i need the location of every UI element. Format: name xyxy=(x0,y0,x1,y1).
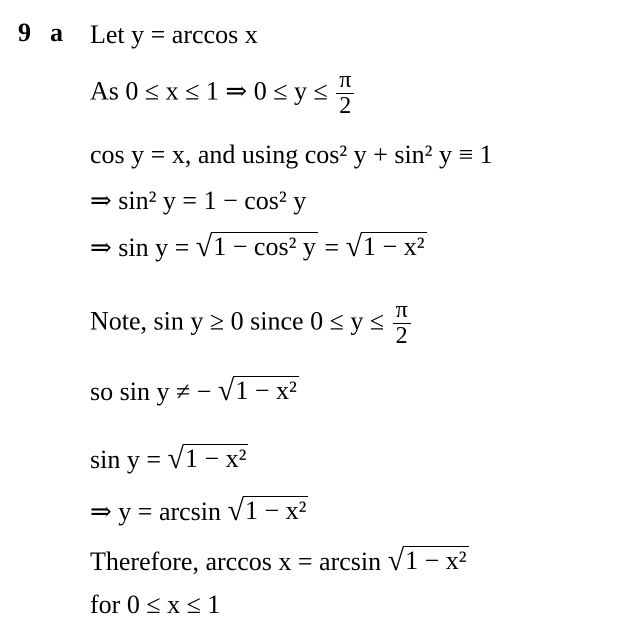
line-5-text: ⇒ sin y = xyxy=(90,233,190,262)
radical-sign: √ xyxy=(227,494,244,527)
radicand: 1 − x² xyxy=(235,376,297,406)
line-6-text: Note, sin y ≥ 0 since 0 ≤ y ≤ xyxy=(90,306,385,336)
radical-sign: √ xyxy=(217,374,235,407)
line-6 xyxy=(90,298,411,349)
line-1: Let y = arccos x xyxy=(90,20,258,49)
line-8 xyxy=(90,444,248,474)
line-4: ⇒ sin² y = 1 − cos² y xyxy=(90,186,307,215)
equals-sign: = xyxy=(324,233,340,262)
radicand: 1 − x² xyxy=(405,546,467,576)
line-2-text: As 0 ≤ x ≤ 1 ⇒ 0 ≤ y ≤ xyxy=(90,76,328,106)
radicand: 1 − x² xyxy=(245,496,307,526)
radical-sign: √ xyxy=(195,230,213,263)
question-part: a xyxy=(50,18,63,47)
sqrt-expression xyxy=(346,232,427,262)
fraction-numerator: π xyxy=(395,297,408,323)
line-11: for 0 ≤ x ≤ 1 xyxy=(90,590,221,619)
fraction-pi-over-2 xyxy=(336,68,354,119)
sqrt-expression xyxy=(196,232,318,262)
line-10-text: Therefore, arccos x = arcsin xyxy=(90,547,382,576)
radical-sign: √ xyxy=(387,544,405,577)
sqrt-expression xyxy=(218,376,299,406)
line-9-text: ⇒ y = arcsin xyxy=(90,497,222,526)
question-number: 9 xyxy=(18,18,31,47)
line-7-text: so sin y ≠ − xyxy=(90,377,212,406)
fraction-pi-over-2 xyxy=(393,298,411,349)
fraction-denominator: 2 xyxy=(393,323,411,349)
line-7 xyxy=(90,376,299,406)
line-3: cos y = x, and using cos² y + sin² y ≡ 1 xyxy=(90,140,493,169)
fraction-denominator: 2 xyxy=(336,93,354,119)
line-8-text: sin y = xyxy=(90,445,162,474)
radical-sign: √ xyxy=(167,442,184,475)
sqrt-expression xyxy=(228,496,309,526)
radicand: 1 − cos² y xyxy=(213,232,316,262)
sqrt-expression xyxy=(388,546,469,576)
line-5 xyxy=(90,232,427,262)
radicand: 1 − x² xyxy=(363,232,425,262)
radicand: 1 − x² xyxy=(184,444,247,474)
line-9 xyxy=(90,496,308,526)
radical-sign: √ xyxy=(345,230,363,263)
sqrt-expression xyxy=(168,444,249,474)
fraction-numerator: π xyxy=(339,67,352,93)
line-10 xyxy=(90,546,469,576)
line-2 xyxy=(90,68,354,119)
